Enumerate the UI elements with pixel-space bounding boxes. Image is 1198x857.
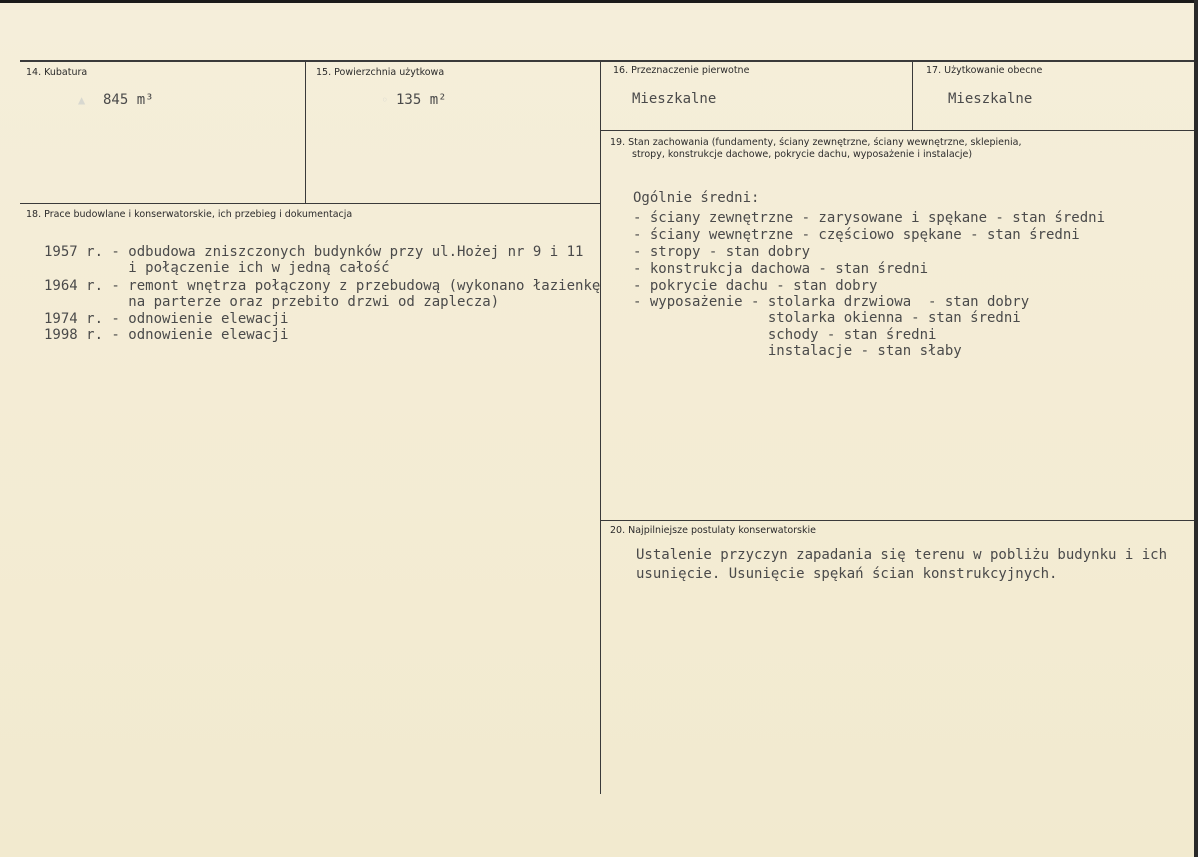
top-rule xyxy=(20,60,1194,62)
rule-below-14-15 xyxy=(20,203,600,204)
field-19-label-line1: 19. Stan zachowania (fundamenty, ściany zewnętrzne, ściany wewnętrzne, sklepienia, xyxy=(610,137,1022,148)
right-edge xyxy=(1194,0,1198,857)
field-20-line: usunięcie. Usunięcie spękań ścian konstrukcyjnych. xyxy=(636,566,1058,582)
list-item: - stropy - stan dobry xyxy=(633,244,811,260)
faint-mark-icon: ◦ xyxy=(381,93,389,107)
list-item: - ściany wewnętrzne - częściowo spękane - stan średni xyxy=(633,227,1080,243)
rule-below-16-17 xyxy=(600,130,1194,131)
field-16-label: 16. Przeznaczenie pierwotne xyxy=(613,65,750,76)
field-19-label-line2: stropy, konstrukcje dachowe, pokrycie dachu, wyposażenie i instalacje) xyxy=(632,149,973,160)
list-item: 1998 r. - odnowienie elewacji xyxy=(44,327,289,343)
list-item: - pokrycie dachu - stan dobry xyxy=(633,278,878,294)
divider-14-15 xyxy=(305,61,306,203)
list-item: - wyposażenie - stolarka drzwiowa - stan dobry xyxy=(633,294,1030,310)
field-16-value: Mieszkalne xyxy=(632,91,717,107)
divider-left-right xyxy=(600,61,601,794)
list-item: - ściany zewnętrzne - zarysowane i spękane - stan średni xyxy=(633,210,1106,226)
field-15-value: 135 m² xyxy=(396,92,447,108)
list-item: 1957 r. - odbudowa zniszczonych budynków przy ul.Hożej nr 9 i 11 xyxy=(44,244,584,260)
field-19-heading: Ogólnie średni: xyxy=(633,190,760,206)
field-14-value: 845 m³ xyxy=(103,92,154,108)
list-item: 1964 r. - remont wnętrza połączony z przebudową (wykonano łazienkę xyxy=(44,278,601,294)
list-item: stolarka okienna - stan średni xyxy=(633,310,1021,326)
list-item: - konstrukcja dachowa - stan średni xyxy=(633,261,929,277)
list-item: instalacje - stan słaby xyxy=(633,343,962,359)
field-14-label: 14. Kubatura xyxy=(26,67,88,78)
top-edge xyxy=(0,0,1198,3)
field-17-value: Mieszkalne xyxy=(948,91,1033,107)
list-item: schody - stan średni xyxy=(633,327,937,343)
list-item: na parterze oraz przebito drzwi od zaplecza) xyxy=(44,294,500,310)
field-15-label: 15. Powierzchnia użytkowa xyxy=(316,67,445,78)
list-item: i połączenie ich w jedną całość xyxy=(44,260,390,276)
faint-stamp-icon: ▲ xyxy=(78,93,86,107)
divider-16-17 xyxy=(912,61,913,130)
field-18-label: 18. Prace budowlane i konserwatorskie, ich przebieg i dokumentacja xyxy=(26,209,353,220)
rule-above-20 xyxy=(600,520,1194,521)
list-item: 1974 r. - odnowienie elewacji xyxy=(44,311,289,327)
field-20-line: Ustalenie przyczyn zapadania się terenu w pobliżu budynku i ich xyxy=(636,547,1168,563)
field-17-label: 17. Użytkowanie obecne xyxy=(926,65,1043,76)
field-20-label: 20. Najpilniejsze postulaty konserwatorskie xyxy=(610,525,816,536)
